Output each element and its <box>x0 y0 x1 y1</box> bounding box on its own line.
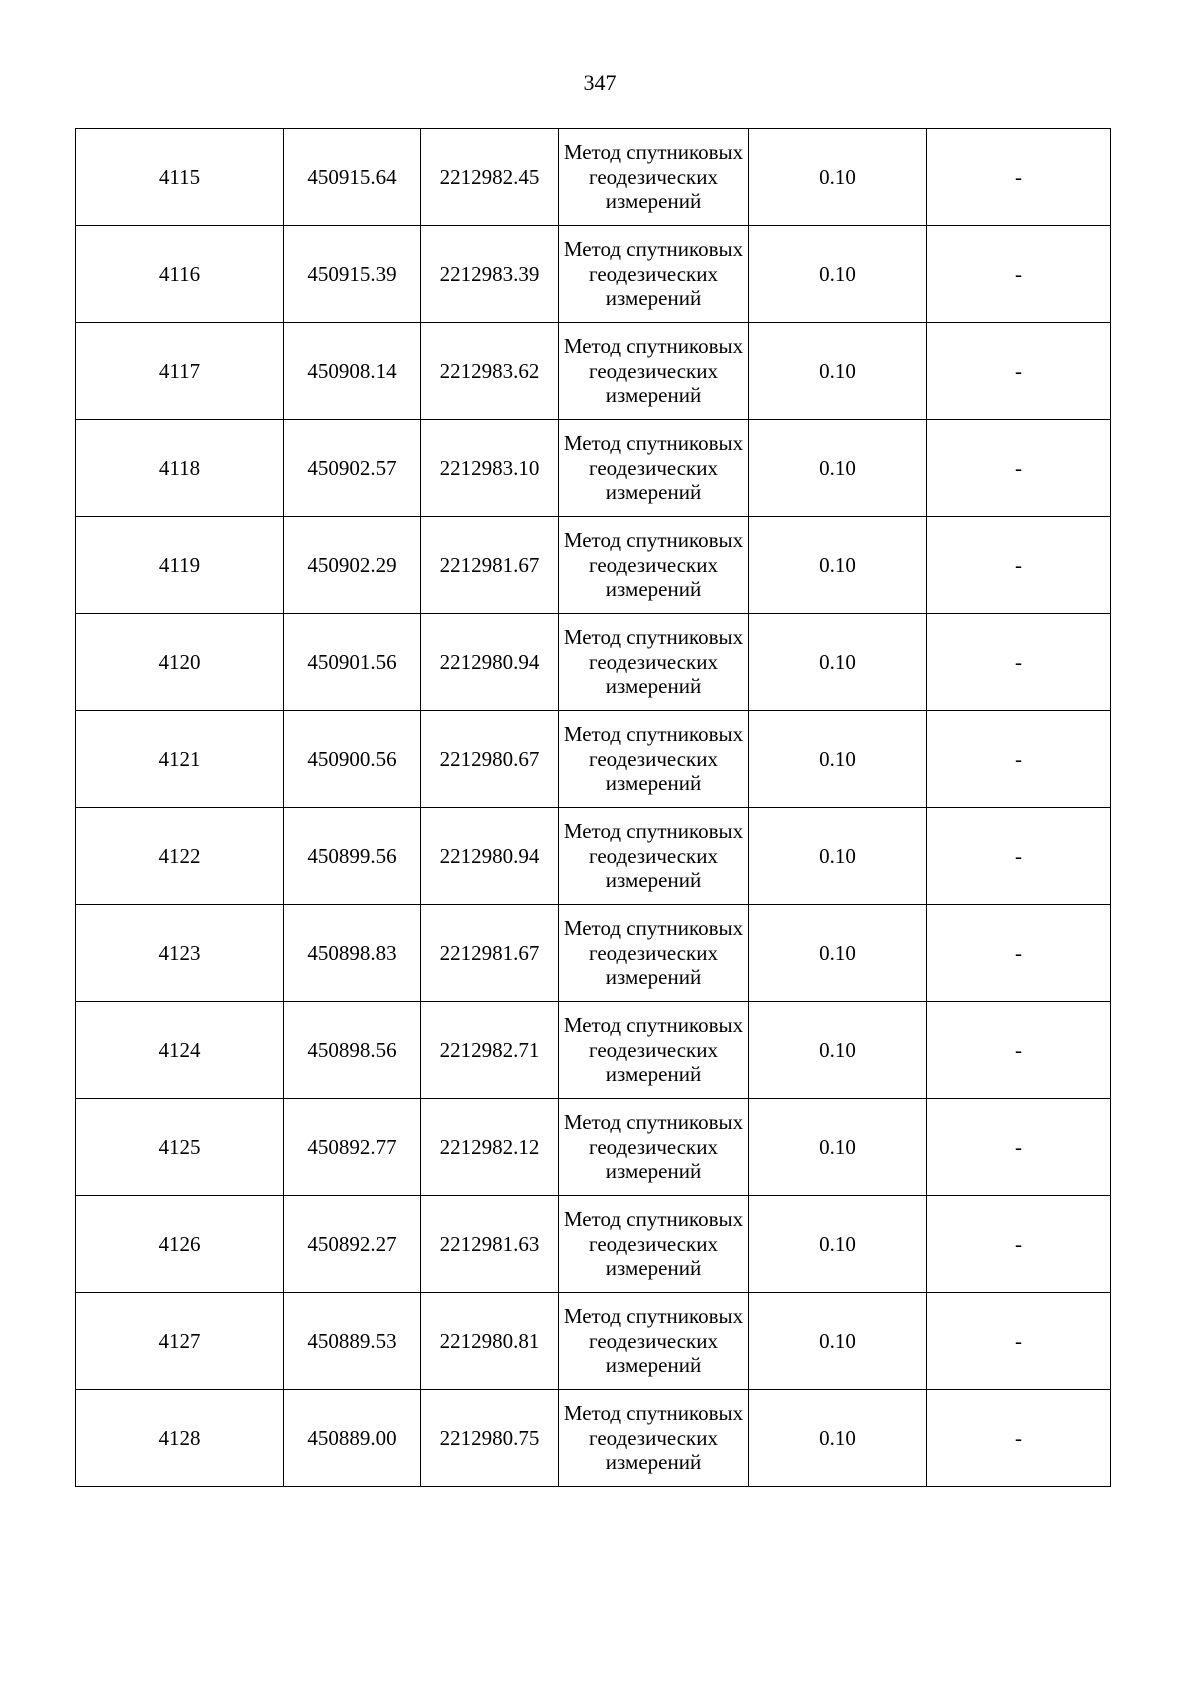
cell-point-number: 4123 <box>76 905 284 1002</box>
cell-note: - <box>927 711 1111 808</box>
cell-method: Метод спутниковых геодезических измерений <box>559 808 749 905</box>
cell-coordinate-y: 2212983.10 <box>421 420 559 517</box>
cell-point-number: 4126 <box>76 1196 284 1293</box>
cell-coordinate-y: 2212980.67 <box>421 711 559 808</box>
table-row <box>76 1293 1111 1390</box>
cell-accuracy: 0.10 <box>749 129 927 226</box>
cell-coordinate-x: 450898.83 <box>284 905 421 1002</box>
cell-coordinate-y: 2212982.12 <box>421 1099 559 1196</box>
cell-method: Метод спутниковых геодезических измерений <box>559 420 749 517</box>
table-row <box>76 323 1111 420</box>
cell-coordinate-y: 2212983.39 <box>421 226 559 323</box>
cell-coordinate-x: 450900.56 <box>284 711 421 808</box>
cell-note: - <box>927 905 1111 1002</box>
cell-point-number: 4115 <box>76 129 284 226</box>
cell-method: Метод спутниковых геодезических измерений <box>559 1099 749 1196</box>
cell-coordinate-y: 2212980.94 <box>421 614 559 711</box>
cell-accuracy: 0.10 <box>749 323 927 420</box>
cell-point-number: 4128 <box>76 1390 284 1487</box>
cell-method: Метод спутниковых геодезических измерений <box>559 129 749 226</box>
cell-note: - <box>927 1293 1111 1390</box>
table-row <box>76 1099 1111 1196</box>
cell-note: - <box>927 808 1111 905</box>
cell-coordinate-x: 450889.00 <box>284 1390 421 1487</box>
cell-method: Метод спутниковых геодезических измерений <box>559 1002 749 1099</box>
cell-coordinate-y: 2212980.81 <box>421 1293 559 1390</box>
cell-coordinate-x: 450892.77 <box>284 1099 421 1196</box>
cell-method: Метод спутниковых геодезических измерений <box>559 1390 749 1487</box>
cell-point-number: 4125 <box>76 1099 284 1196</box>
table-row <box>76 711 1111 808</box>
cell-point-number: 4118 <box>76 420 284 517</box>
cell-method: Метод спутниковых геодезических измерений <box>559 517 749 614</box>
cell-coordinate-x: 450898.56 <box>284 1002 421 1099</box>
cell-coordinate-x: 450902.29 <box>284 517 421 614</box>
table-row <box>76 129 1111 226</box>
cell-accuracy: 0.10 <box>749 420 927 517</box>
cell-accuracy: 0.10 <box>749 1293 927 1390</box>
cell-accuracy: 0.10 <box>749 1002 927 1099</box>
cell-accuracy: 0.10 <box>749 1099 927 1196</box>
cell-point-number: 4119 <box>76 517 284 614</box>
cell-note: - <box>927 517 1111 614</box>
page-number: 347 <box>583 70 617 95</box>
cell-coordinate-x: 450902.57 <box>284 420 421 517</box>
cell-point-number: 4127 <box>76 1293 284 1390</box>
cell-method: Метод спутниковых геодезических измерений <box>559 711 749 808</box>
cell-accuracy: 0.10 <box>749 1390 927 1487</box>
coordinates-table <box>75 128 1111 1487</box>
cell-point-number: 4122 <box>76 808 284 905</box>
table-row <box>76 614 1111 711</box>
cell-coordinate-y: 2212983.62 <box>421 323 559 420</box>
cell-coordinate-x: 450899.56 <box>284 808 421 905</box>
cell-note: - <box>927 614 1111 711</box>
cell-coordinate-x: 450889.53 <box>284 1293 421 1390</box>
cell-coordinate-y: 2212981.67 <box>421 905 559 1002</box>
cell-accuracy: 0.10 <box>749 711 927 808</box>
cell-coordinate-y: 2212981.63 <box>421 1196 559 1293</box>
cell-note: - <box>927 1390 1111 1487</box>
cell-point-number: 4116 <box>76 226 284 323</box>
table-row <box>76 517 1111 614</box>
cell-accuracy: 0.10 <box>749 905 927 1002</box>
table-row <box>76 808 1111 905</box>
cell-note: - <box>927 129 1111 226</box>
cell-accuracy: 0.10 <box>749 808 927 905</box>
cell-accuracy: 0.10 <box>749 517 927 614</box>
cell-note: - <box>927 1196 1111 1293</box>
cell-point-number: 4117 <box>76 323 284 420</box>
cell-note: - <box>927 420 1111 517</box>
cell-coordinate-y: 2212980.94 <box>421 808 559 905</box>
cell-note: - <box>927 1099 1111 1196</box>
cell-point-number: 4120 <box>76 614 284 711</box>
cell-coordinate-y: 2212981.67 <box>421 517 559 614</box>
cell-coordinate-x: 450908.14 <box>284 323 421 420</box>
cell-method: Метод спутниковых геодезических измерений <box>559 905 749 1002</box>
cell-accuracy: 0.10 <box>749 1196 927 1293</box>
cell-point-number: 4124 <box>76 1002 284 1099</box>
cell-method: Метод спутниковых геодезических измерений <box>559 226 749 323</box>
cell-method: Метод спутниковых геодезических измерений <box>559 323 749 420</box>
cell-coordinate-y: 2212980.75 <box>421 1390 559 1487</box>
cell-note: - <box>927 226 1111 323</box>
cell-method: Метод спутниковых геодезических измерений <box>559 614 749 711</box>
cell-point-number: 4121 <box>76 711 284 808</box>
table-row <box>76 1390 1111 1487</box>
cell-coordinate-x: 450901.56 <box>284 614 421 711</box>
table-row <box>76 226 1111 323</box>
cell-note: - <box>927 323 1111 420</box>
table-row <box>76 905 1111 1002</box>
coordinates-table-body <box>76 129 1111 1487</box>
cell-accuracy: 0.10 <box>749 614 927 711</box>
cell-coordinate-x: 450915.39 <box>284 226 421 323</box>
cell-coordinate-x: 450915.64 <box>284 129 421 226</box>
cell-method: Метод спутниковых геодезических измерений <box>559 1196 749 1293</box>
cell-coordinate-y: 2212982.71 <box>421 1002 559 1099</box>
cell-coordinate-y: 2212982.45 <box>421 129 559 226</box>
cell-method: Метод спутниковых геодезических измерений <box>559 1293 749 1390</box>
cell-coordinate-x: 450892.27 <box>284 1196 421 1293</box>
cell-accuracy: 0.10 <box>749 226 927 323</box>
table-row <box>76 1196 1111 1293</box>
table-row <box>76 420 1111 517</box>
cell-note: - <box>927 1002 1111 1099</box>
table-row <box>76 1002 1111 1099</box>
